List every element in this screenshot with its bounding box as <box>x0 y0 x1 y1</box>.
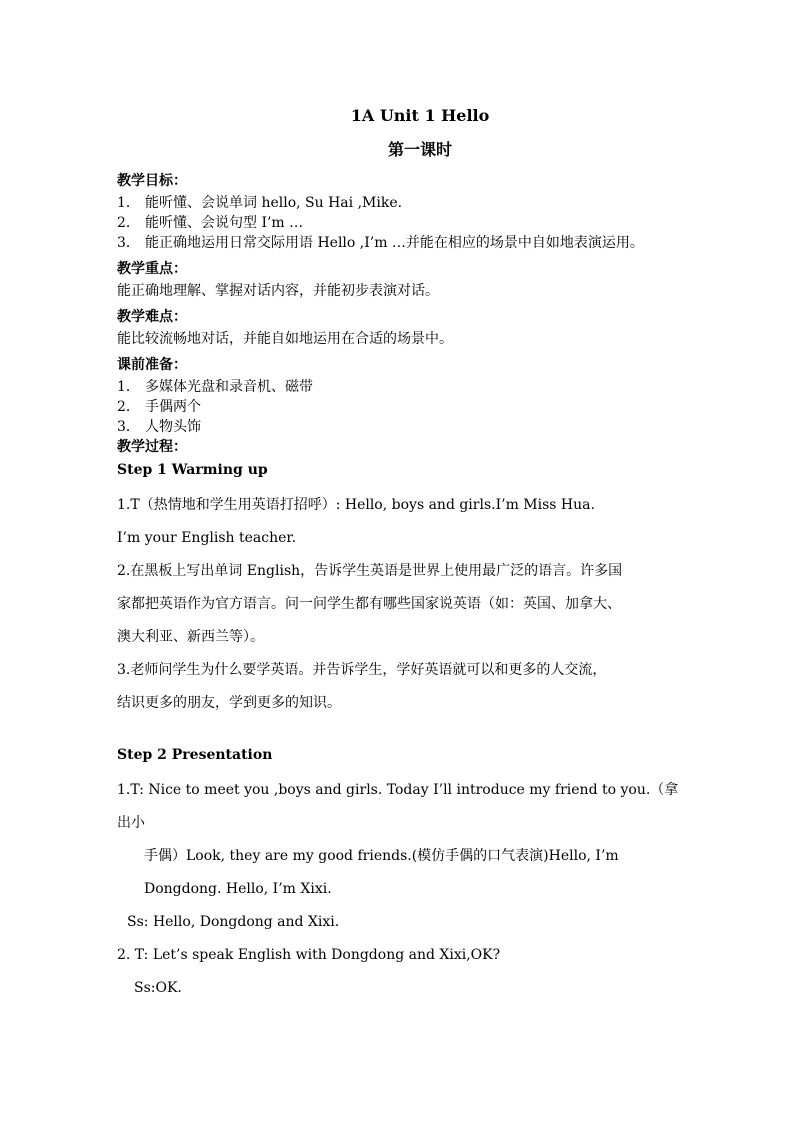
preparation-heading: 课前准备： <box>117 357 187 373</box>
step1-line: I’m your English teacher. <box>117 530 297 546</box>
preparation-section <box>117 355 683 437</box>
objective-text: 能听懂、会说单词 hello, Su Hai ,Mike. <box>145 195 403 211</box>
preparation-text: 多媒体光盘和录音机、磁带 <box>145 379 313 395</box>
objective-text: 能正确地运用日常交际用语 Hello ,I’m …并能在相应的场景中自如地表演运用。 <box>145 235 644 251</box>
difficulties-heading: 教学难点： <box>117 309 187 325</box>
process-section <box>117 437 683 1005</box>
step1-line: 澳大利亚、新西兰等）。 <box>117 629 264 645</box>
objectives-section <box>117 171 683 253</box>
difficulties-section <box>117 307 683 349</box>
preparation-item <box>117 377 683 397</box>
step2-line: 1.T: Nice to meet you ,boys and girls. Today I’ll introduce my friend to you.（拿出小 <box>117 782 679 831</box>
step2-line: 手偶）Look, they are my good friends.(模仿手偶的口气表演)Hello, I’m <box>144 848 619 864</box>
step1-line: 家都把英语作为官方语言。问一问学生都有哪些国家说英语（如：英国、加拿大、 <box>117 596 621 612</box>
objective-number: 2． <box>117 215 140 231</box>
preparation-item <box>117 417 683 437</box>
step1-title: Step 1 Warming up <box>117 462 268 478</box>
objective-number: 1． <box>117 195 140 211</box>
objective-number: 3． <box>117 235 140 251</box>
objective-item <box>117 233 683 253</box>
step1-line: 1.T（热情地和学生用英语打招呼）: Hello, boys and girls.I’m Miss Hua. <box>117 497 595 513</box>
preparation-number: 3． <box>117 419 140 435</box>
preparation-text: 手偶两个 <box>145 399 201 415</box>
key-points-heading: 教学重点： <box>117 261 187 277</box>
preparation-item <box>117 397 683 417</box>
preparation-text: 人物头饰 <box>145 419 201 435</box>
step2-line: Ss:OK. <box>134 980 182 996</box>
step1-line: 结识更多的朋友，学到更多的知识。 <box>117 695 341 711</box>
objective-item <box>117 213 683 233</box>
step1-line: 2.在黑板上写出单词 English，告诉学生英语是世界上使用最广泛的语言。许多国 <box>117 563 623 579</box>
objectives-heading: 教学目标： <box>117 173 187 189</box>
objective-item <box>117 193 683 213</box>
difficulties-text: 能比较流畅地对话，并能自如地运用在合适的场景中。 <box>117 331 453 347</box>
objective-text: 能听懂、会说句型 I’m … <box>145 215 304 231</box>
spacer <box>117 720 683 744</box>
document-title: 1A Unit 1 Hello <box>350 106 490 125</box>
key-points-section <box>117 259 683 301</box>
key-points-text: 能正确地理解、掌握对话内容，并能初步表演对话。 <box>117 283 439 299</box>
step1-line: 3.老师问学生为什么要学英语。并告诉学生，学好英语就可以和更多的人交流， <box>117 662 607 678</box>
step2-line: 2. T: Let’s speak English with Dongdong and Xixi,OK? <box>117 947 501 963</box>
step2-line: Ss: Hello, Dongdong and Xixi. <box>127 914 340 930</box>
step2-line: Dongdong. Hello, I’m Xixi. <box>144 881 332 897</box>
step2-title: Step 2 Presentation <box>117 747 273 763</box>
preparation-number: 1． <box>117 379 140 395</box>
preparation-number: 2． <box>117 399 140 415</box>
process-heading: 教学过程： <box>117 439 187 455</box>
lesson-subtitle: 第一课时 <box>387 140 452 159</box>
